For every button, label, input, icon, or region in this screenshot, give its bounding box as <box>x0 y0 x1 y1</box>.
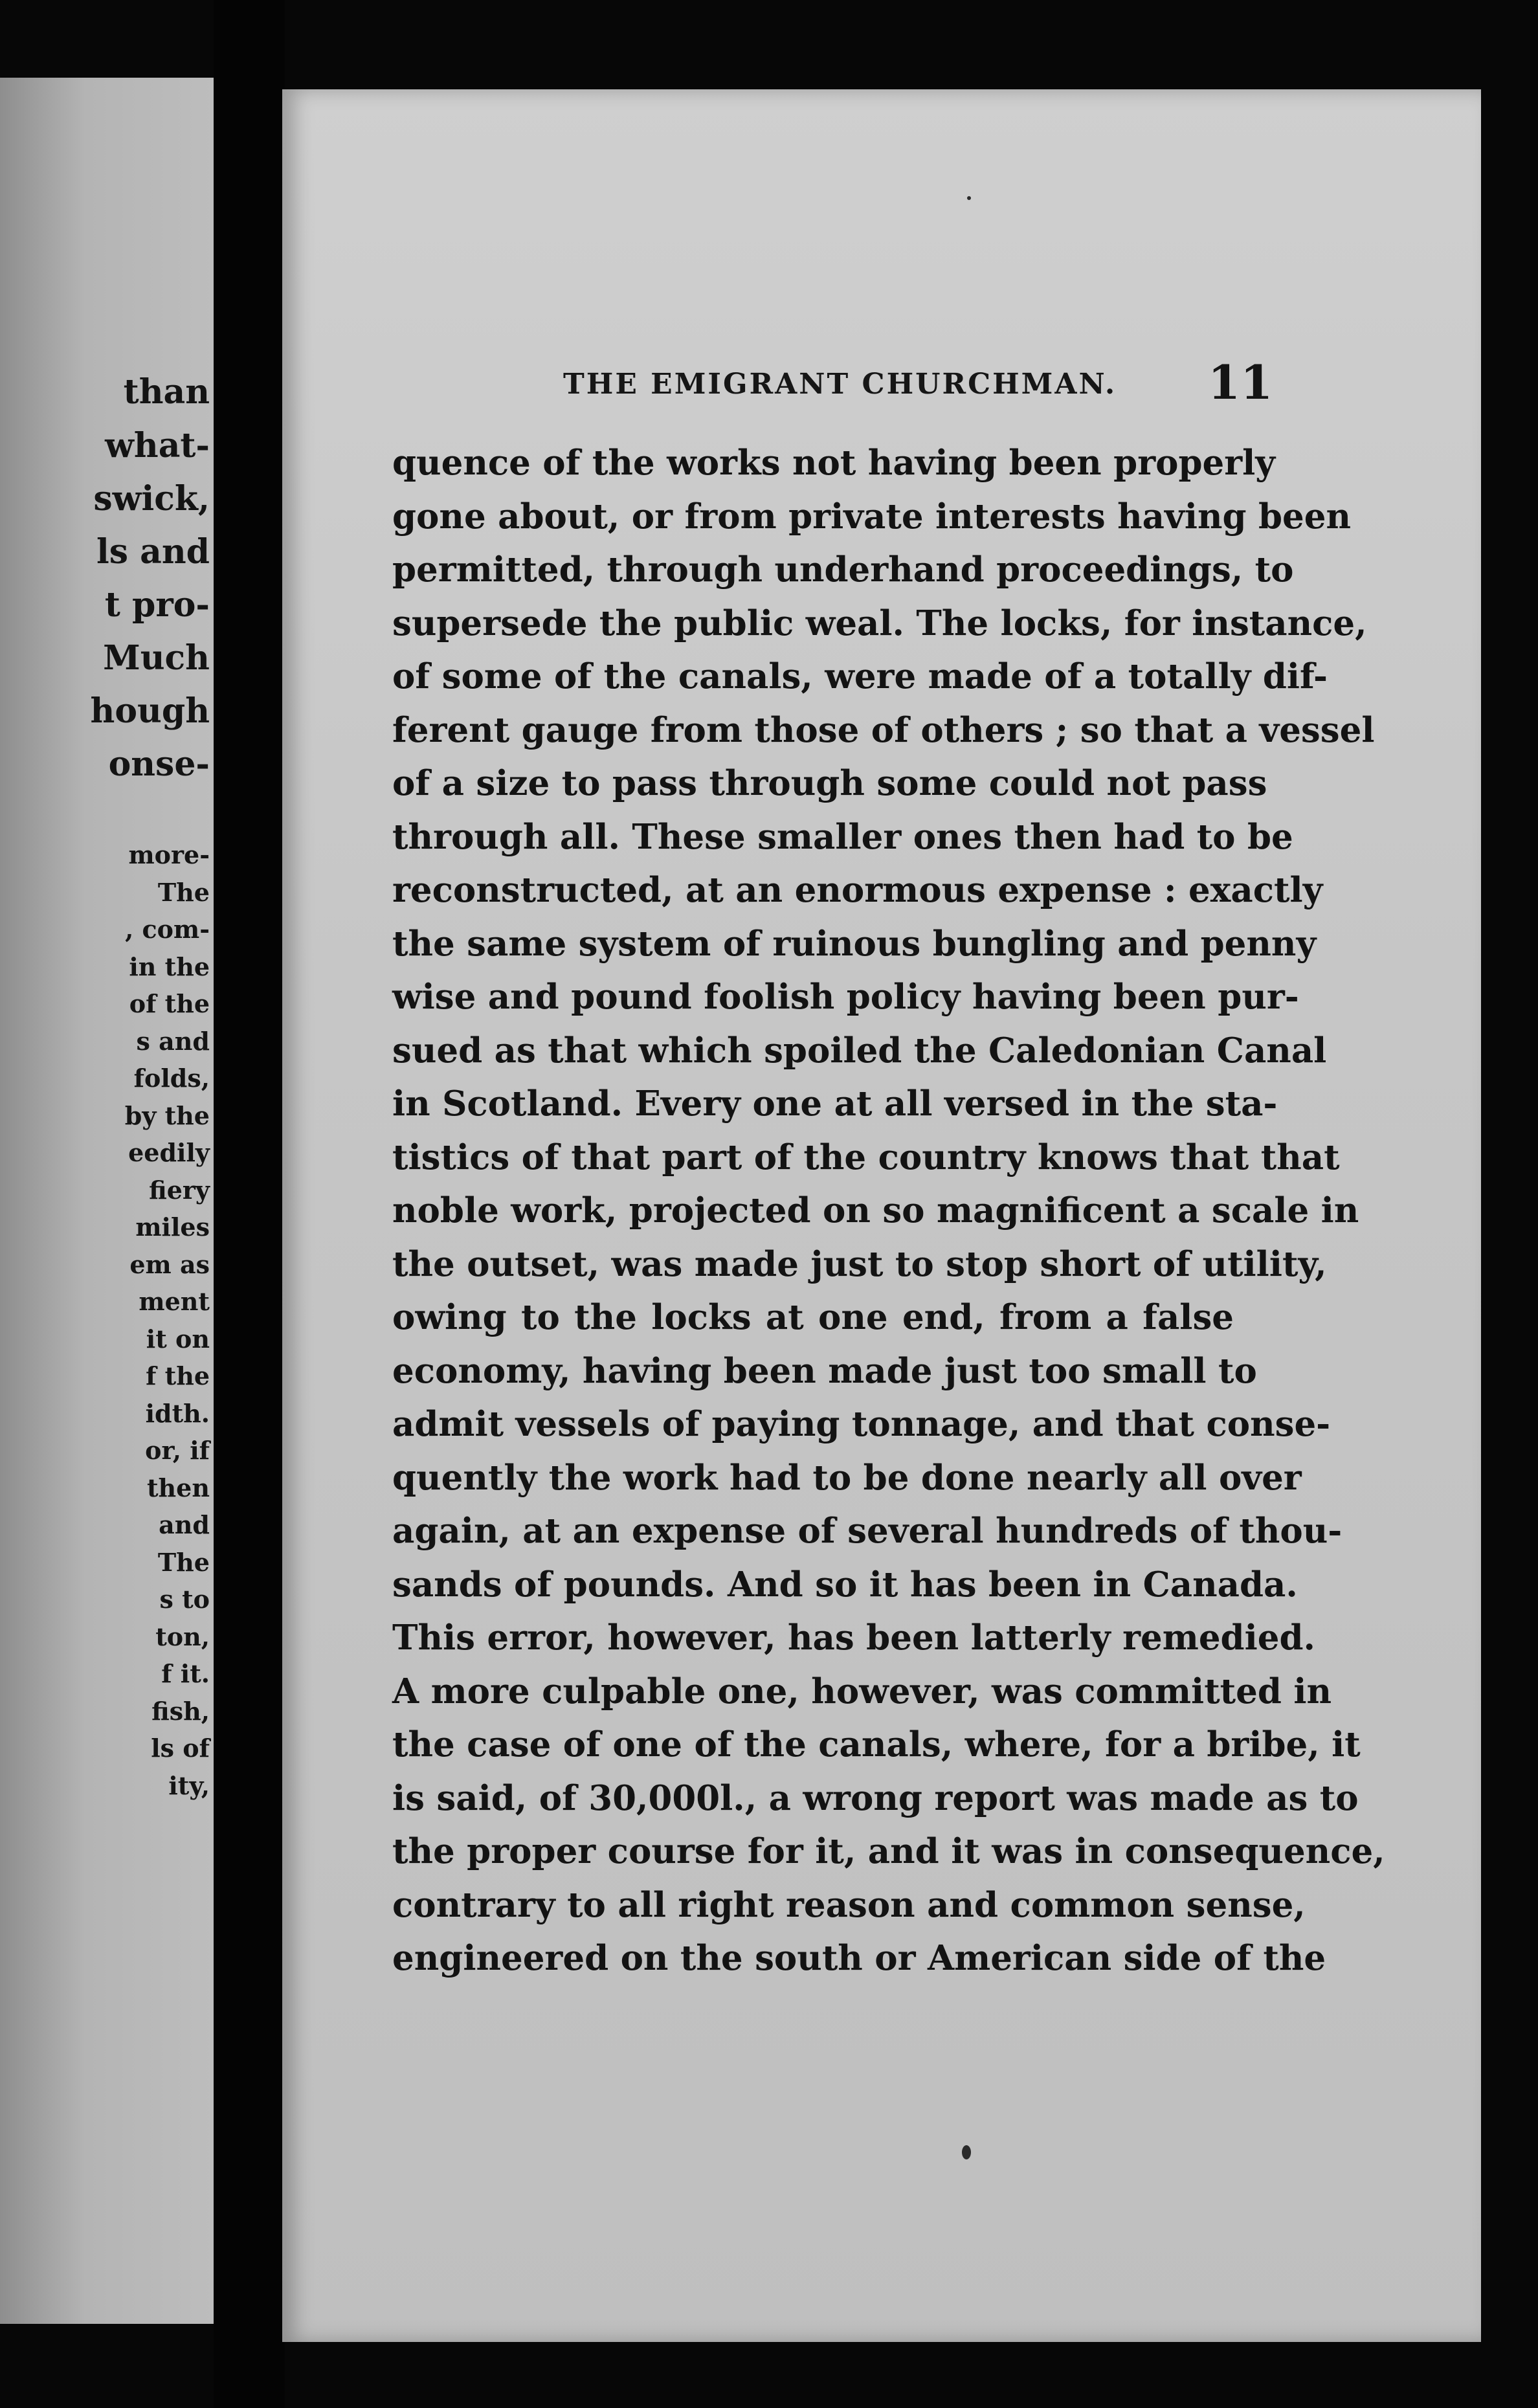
previous-page-text-fragment: f it. <box>161 1659 210 1688</box>
text-line: the same system of ruinous bungling and penny <box>392 923 1317 964</box>
previous-page-text-fragment: swick, <box>93 479 210 518</box>
text-line: wise and pound foolish policy having been pur- <box>392 977 1299 1017</box>
text-line: A more culpable one, however, was committed in <box>392 1671 1332 1711</box>
previous-page-text-fragment: Much <box>103 638 210 678</box>
previous-page-text-fragment: then <box>147 1473 210 1502</box>
text-line: in Scotland. Every one at all versed in the sta- <box>392 1084 1278 1124</box>
text-line: of a size to pass through some could not pass <box>392 763 1267 803</box>
previous-page-text-fragment: t pro- <box>104 585 210 625</box>
previous-page-text-fragment: ls and <box>96 532 210 572</box>
previous-page-text-fragment: ment <box>139 1287 210 1316</box>
book-page <box>282 89 1481 2342</box>
text-line: of some of the canals, were made of a totally dif- <box>392 656 1328 697</box>
ink-speck <box>967 196 971 200</box>
text-line: sued as that which spoiled the Caledonian Canal <box>392 1030 1327 1071</box>
page-number: 11 <box>1208 355 1273 410</box>
previous-page-text-fragment: ity, <box>168 1770 210 1800</box>
previous-page-text-fragment: folds, <box>133 1064 210 1093</box>
page-header <box>282 353 1481 412</box>
text-line: through all. These smaller ones then had to be <box>392 816 1293 857</box>
previous-page-text-fragment: of the <box>129 989 210 1018</box>
text-line: owing to the locks at one end, from a false <box>392 1297 1234 1337</box>
text-line: ferent gauge from those of others ; so that a vessel <box>392 709 1375 750</box>
text-line: tistics of that part of the country knows that that <box>392 1137 1340 1177</box>
previous-page-text-fragment: , com- <box>125 915 210 944</box>
running-head: THE EMIGRANT CHURCHMAN. <box>563 368 1117 401</box>
previous-page-text-fragment: onse- <box>108 744 210 784</box>
text-line: the case of one of the canals, where, for a bribe, it <box>392 1724 1361 1765</box>
previous-page-text-fragment: The <box>157 877 210 907</box>
ink-speck <box>962 2145 971 2159</box>
previous-page-text-fragment: miles <box>135 1212 210 1242</box>
text-line: reconstructed, at an enormous expense : exactly <box>392 870 1323 910</box>
body-text <box>392 436 1385 1985</box>
previous-page-text-fragment: eedily <box>128 1138 210 1167</box>
previous-page-text-fragment: s and <box>136 1026 210 1056</box>
text-line: sands of pounds. And so it has been in Canada. <box>392 1564 1298 1605</box>
previous-page-text-fragment: in the <box>129 952 210 981</box>
text-line: is said, of 30,000l., a wrong report was made as to <box>392 1778 1359 1818</box>
text-line: gone about, or from private interests having been <box>392 496 1352 537</box>
previous-page-text-fragment: it on <box>146 1324 210 1354</box>
previous-page-text-fragment: fiery <box>149 1175 210 1205</box>
previous-page-text-fragment: f the <box>146 1361 210 1390</box>
text-line: noble work, projected on so magnificent a scale in <box>392 1190 1359 1231</box>
previous-page-text-fragment: or, if <box>145 1436 210 1465</box>
previous-page-text-fragment: more- <box>128 840 210 869</box>
previous-page-text-fragment: and <box>159 1510 210 1539</box>
previous-page-text-fragment: hough <box>90 691 210 731</box>
text-line: quence of the works not having been properly <box>392 443 1276 483</box>
previous-page-text-fragment: ton, <box>155 1622 210 1651</box>
text-line: This error, however, has been latterly remedied. <box>392 1618 1315 1658</box>
previous-page-text-fragment: what- <box>105 426 210 465</box>
previous-page-text-fragment: s to <box>159 1585 210 1614</box>
text-line: permitted, through underhand proceedings, to <box>392 550 1294 590</box>
text-line: quently the work had to be done nearly all over <box>392 1457 1302 1498</box>
text-line: supersede the public weal. The locks, for instance, <box>392 603 1367 643</box>
previous-page-fragment <box>0 78 214 2324</box>
text-line: again, at an expense of several hundreds of thou- <box>392 1511 1343 1551</box>
previous-page-text-fragment: than <box>123 372 210 412</box>
text-line: admit vessels of paying tonnage, and that conse- <box>392 1404 1331 1444</box>
previous-page-text-fragment: The <box>157 1547 210 1577</box>
previous-page-text-fragment: idth. <box>145 1398 210 1428</box>
previous-page-text-fragment: fish, <box>151 1696 210 1726</box>
book-gutter <box>214 0 285 2408</box>
text-line: engineered on the south or American side of the <box>392 1938 1326 1978</box>
previous-page-text-fragment: em as <box>129 1249 210 1279</box>
text-line: contrary to all right reason and common sense, <box>392 1884 1306 1925</box>
previous-page-text-fragment: by the <box>124 1100 210 1130</box>
text-line: the outset, was made just to stop short of utility, <box>392 1243 1327 1284</box>
text-line: economy, having been made just too small to <box>392 1350 1257 1391</box>
text-line: the proper course for it, and it was in consequence, <box>392 1831 1385 1871</box>
previous-page-text-fragment: ls of <box>151 1734 210 1763</box>
